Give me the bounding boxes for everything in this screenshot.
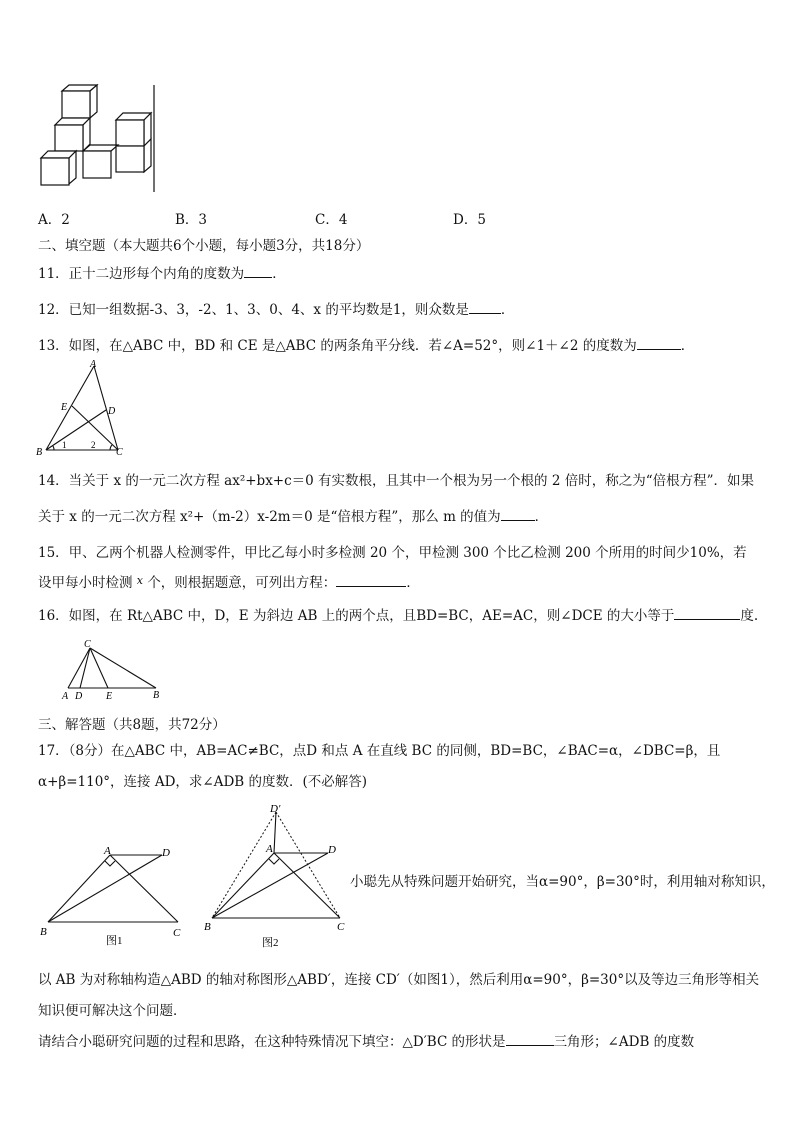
- question-16-end: 度.: [740, 608, 759, 624]
- question-17-line-5-a: 请结合小聪研究问题的过程和思路，在这种特殊情况下填空：△D′BC 的形状是: [38, 1034, 506, 1050]
- fig2-label-c: C: [337, 921, 345, 933]
- question-12-end: ．: [500, 302, 515, 318]
- question-14-line-2: [38, 505, 548, 525]
- triangle-bisector-figure: [36, 358, 128, 456]
- question-15-end: ．: [406, 575, 420, 591]
- question-13: [38, 334, 694, 354]
- label-a: A: [62, 691, 69, 702]
- question-15-line-2-b: 个，则根据题意，可列出方程：: [147, 575, 337, 591]
- label-d: D: [75, 691, 83, 702]
- section-3-title: 三、解答题（共8题，共72分）: [38, 717, 226, 733]
- question-17-line-4: 知识便可解决这个问题．: [38, 1003, 187, 1019]
- question-17-line-2: α+β=110°，连接 AD，求∠ADB 的度数．(不必解答): [38, 774, 368, 790]
- label-c: C: [84, 639, 91, 650]
- label-e: E: [61, 402, 68, 413]
- fig2-caption: 图2: [262, 937, 279, 949]
- label-angle-2: 2: [91, 440, 96, 450]
- section-2-title: 二、填空题（本大题共6个小题，每小题3分，共18分）: [38, 238, 370, 254]
- fig1-label-d: D: [162, 847, 170, 859]
- fig1-label-a: A: [104, 845, 111, 857]
- fig1-label-c: C: [173, 927, 181, 939]
- option-d: D．5: [453, 212, 486, 228]
- question-17-line-3: 以 AB 为对称轴构造△ABD 的轴对称图形△ABD′，连接 CD′（如图1），然后利用α=90°，β=30°以及等边三角形等相关: [38, 972, 760, 988]
- option-a: A．2: [38, 212, 70, 228]
- cube-stack-figure: [38, 82, 158, 194]
- answer-blank-15[interactable]: [336, 574, 406, 587]
- question-13-text: 13．如图，在△ABC 中，BD 和 CE 是△ABC 的两条角平分线．若∠A=52°，则∠1＋∠2 的度数为: [38, 338, 637, 354]
- fig2-label-d-prime: D′: [270, 803, 281, 815]
- fig1-caption: 图1: [106, 935, 123, 947]
- question-11: [38, 262, 286, 282]
- question-14-end: ．: [534, 509, 549, 525]
- question-16-text: 16．如图，在 Rt△ABC 中，D，E 为斜边 AB 上的两个点，且BD=BC，AE=AC，则∠DCE 的大小等于: [38, 608, 675, 624]
- fig2-label-b: B: [204, 921, 211, 933]
- question-13-end: ．: [680, 338, 695, 354]
- answer-blank-13[interactable]: [637, 337, 681, 350]
- label-c: C: [116, 447, 123, 456]
- right-triangle-figure: [58, 636, 170, 702]
- fig2-label-d: D: [328, 844, 336, 856]
- figure-1: [38, 840, 188, 950]
- answer-blank-11[interactable]: [244, 265, 272, 278]
- fig2-label-a: A: [266, 843, 273, 855]
- question-15-line-1: 15．甲、乙两个机器人检测零件，甲比乙每小时多检测 20 个，甲检测 300 个比乙检测 200 个所用的时间少10%，若: [38, 545, 747, 561]
- answer-blank-12[interactable]: [469, 301, 501, 314]
- label-d: D: [108, 406, 116, 417]
- question-17-line-1: 17．（8分）在△ABC 中，AB=AC≠BC，点D 和点 A 在直线 BC 的同侧，BD=BC，∠BAC=α，∠DBC=β，且: [38, 743, 721, 759]
- question-15-line-2-a: 设甲每小时检测: [38, 575, 133, 591]
- answer-blank-16[interactable]: [674, 607, 740, 620]
- answer-blank-14[interactable]: [501, 508, 535, 521]
- question-14-line-1: 14．当关于 x 的一元二次方程 ax²+bx+c＝0 有实数根，且其中一个根为另一个根的 2 倍时，称之为“倍根方程”．如果: [38, 473, 755, 489]
- variable-x: x: [136, 574, 144, 587]
- question-17-line-5-b: 三角形；∠ADB 的度数: [553, 1034, 695, 1050]
- fig1-label-b: B: [40, 926, 47, 938]
- question-11-end: ．: [272, 266, 286, 282]
- label-a: A: [90, 359, 97, 370]
- option-c: C．4: [315, 212, 348, 228]
- question-12-text: 12．已知一组数据-3、3，-2、1、3、0、4、x 的平均数是1，则众数是: [38, 302, 469, 318]
- question-17-side-text: 小聪先从特殊问题开始研究，当α=90°，β=30°时，利用轴对称知识，: [350, 874, 775, 890]
- question-11-text: 11．正十二边形每个内角的度数为: [38, 266, 245, 282]
- figure-2: [200, 800, 350, 952]
- answer-blank-17-shape[interactable]: [506, 1033, 554, 1046]
- question-17-line-5: [38, 1030, 694, 1050]
- question-16: [38, 604, 758, 624]
- question-15-line-2: [38, 571, 420, 591]
- question-14-line-2-text: 关于 x 的一元二次方程 x²+（m-2）x-2m＝0 是“倍根方程”，那么 m 的值为: [38, 509, 501, 525]
- label-e: E: [106, 691, 113, 702]
- question-12: [38, 298, 514, 318]
- label-b: B: [153, 690, 160, 701]
- label-b: B: [36, 447, 43, 456]
- option-b: B．3: [175, 212, 208, 228]
- label-angle-1: 1: [62, 440, 67, 450]
